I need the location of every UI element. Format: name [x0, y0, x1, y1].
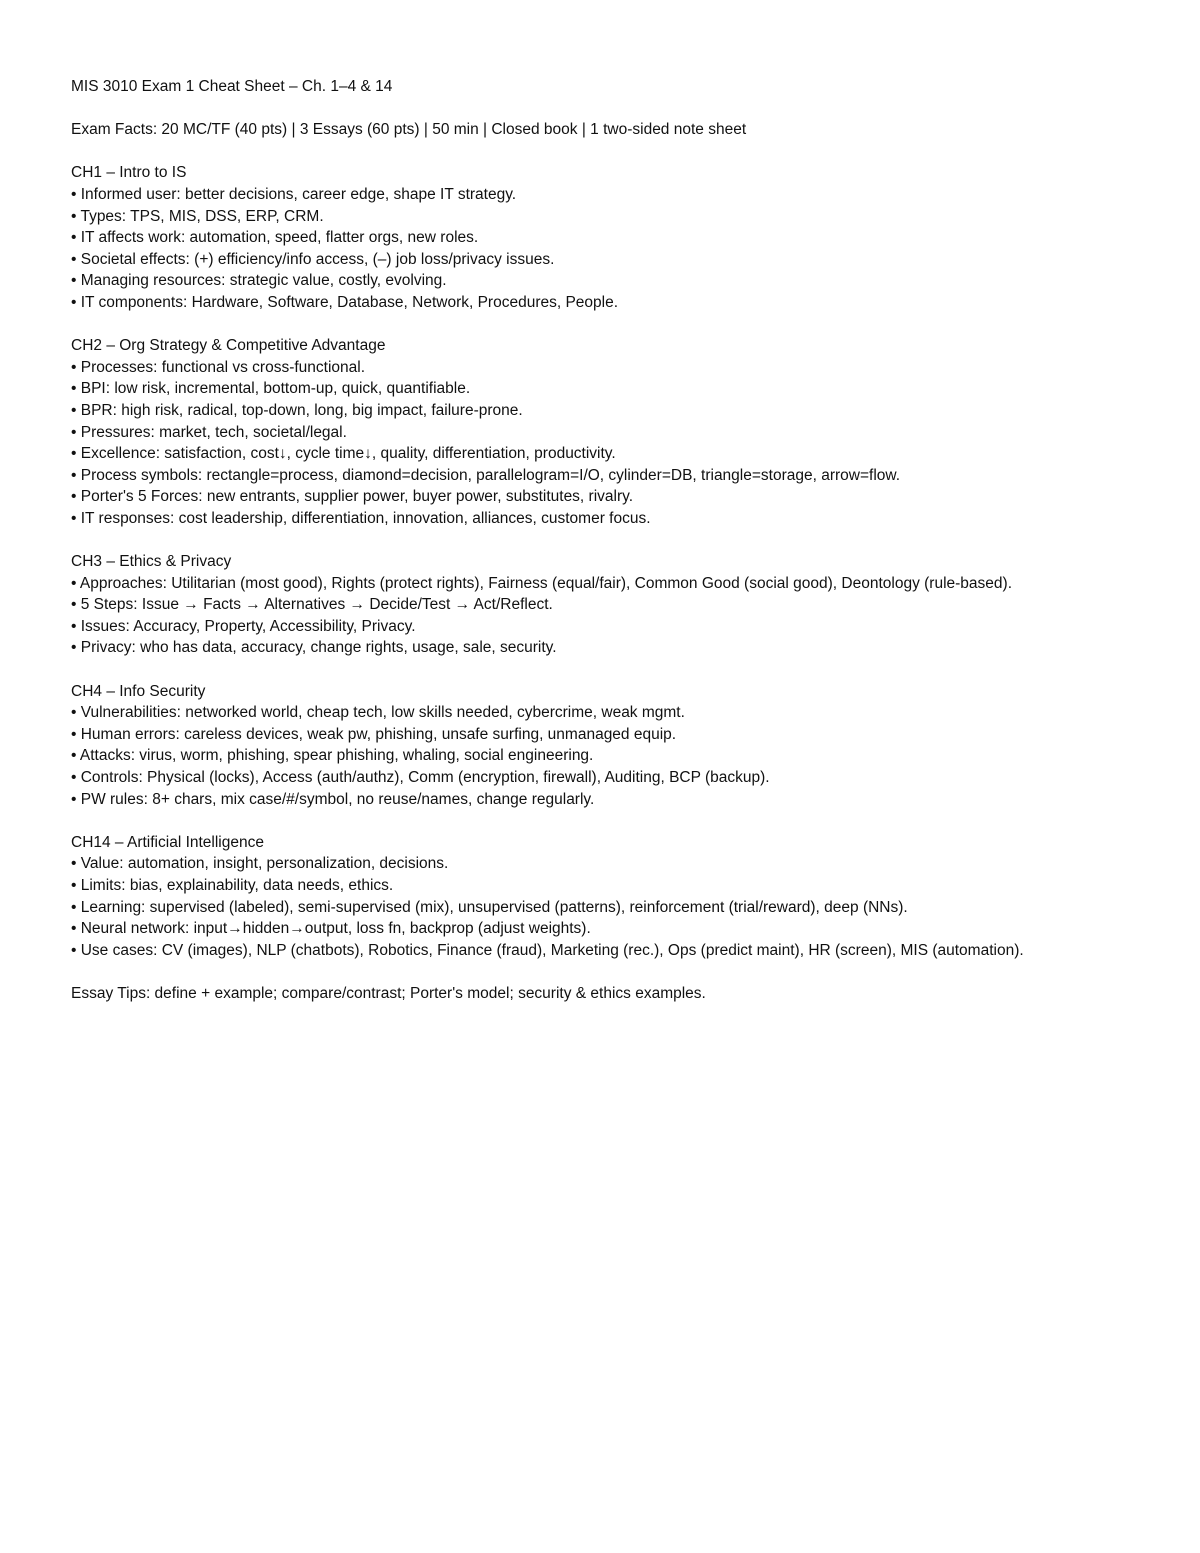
- bullet-item: • BPI: low risk, incremental, bottom-up, quick, quantifiable.: [71, 380, 471, 398]
- bullet-item: • Societal effects: (+) efficiency/info access, (–) job loss/privacy issues.: [71, 250, 555, 268]
- bullet-item: • Processes: functional vs cross-functional.: [71, 358, 366, 376]
- bullet-item: • Managing resources: strategic value, costly, evolving.: [71, 272, 447, 290]
- section-heading: CH3 – Ethics & Privacy: [71, 553, 232, 571]
- section-ch1: [71, 162, 1181, 313]
- section-heading: CH14 – Artificial Intelligence: [71, 833, 264, 851]
- bullet-item: • Excellence: satisfaction, cost↓, cycle time↓, quality, differentiation, productivity.: [71, 445, 616, 463]
- section-ch2: [71, 335, 1181, 529]
- document-title: MIS 3010 Exam 1 Cheat Sheet – Ch. 1–4 & 14: [71, 78, 393, 95]
- bullet-item: • Porter's 5 Forces: new entrants, supplier power, buyer power, substitutes, rivalry.: [71, 488, 634, 506]
- spacer: [71, 314, 1181, 336]
- section-heading: CH1 – Intro to IS: [71, 164, 187, 182]
- bullet-item: • Value: automation, insight, personalization, decisions.: [71, 855, 449, 873]
- bullet-item: • Privacy: who has data, accuracy, change rights, usage, sale, security.: [71, 639, 557, 657]
- bullet-item: • Process symbols: rectangle=process, diamond=decision, parallelogram=I/O, cylinder=DB, triangle=storage, arrow=flow.: [71, 466, 901, 484]
- bullet-item: • Types: TPS, MIS, DSS, ERP, CRM.: [71, 207, 324, 225]
- bullet-item: • Informed user: better decisions, career edge, shape IT strategy.: [71, 185, 517, 203]
- document-body: [71, 76, 1181, 1005]
- bullet-item: • Attacks: virus, worm, phishing, spear phishing, whaling, social engineering.: [71, 747, 594, 765]
- bullet-item: • Vulnerabilities: networked world, cheap tech, low skills needed, cybercrime, weak mgmt.: [71, 704, 685, 722]
- bullet-item: • Neural network: input→hidden→output, loss fn, backprop (adjust weights).: [71, 920, 591, 938]
- bullet-item: • Controls: Physical (locks), Access (auth/authz), Comm (encryption, firewall), Auditing, BCP (backup).: [71, 769, 770, 786]
- spacer: [71, 141, 1181, 163]
- bullet-item: • Use cases: CV (images), NLP (chatbots), Robotics, Finance (fraud), Marketing (rec.), Ops (predict maint), HR (screen), MIS (automation).: [71, 941, 1024, 959]
- bullet-item: • Pressures: market, tech, societal/legal.: [71, 423, 347, 441]
- spacer: [71, 659, 1181, 681]
- bullet-item: • Issues: Accuracy, Property, Accessibility, Privacy.: [71, 617, 416, 635]
- section-ch4: [71, 681, 1181, 811]
- bullet-item: • BPR: high risk, radical, top-down, long, big impact, failure-prone.: [71, 401, 523, 419]
- section-heading: CH2 – Org Strategy & Competitive Advantage: [71, 337, 386, 355]
- spacer: [71, 529, 1181, 551]
- section-ch14: [71, 832, 1181, 962]
- bullet-item: • Human errors: careless devices, weak pw, phishing, unsafe surfing, unmanaged equip.: [71, 725, 677, 743]
- spacer: [71, 810, 1181, 832]
- bullet-item: • 5 Steps: Issue → Facts → Alternatives → Decide/Test → Act/Reflect.: [71, 596, 553, 614]
- bullet-item: • PW rules: 8+ chars, mix case/#/symbol, no reuse/names, change regularly.: [71, 790, 595, 808]
- bullet-item: • IT components: Hardware, Software, Database, Network, Procedures, People.: [71, 293, 619, 311]
- spacer: [71, 98, 1181, 120]
- bullet-item: • IT responses: cost leadership, differentiation, innovation, alliances, customer focus.: [71, 509, 651, 527]
- exam-facts: Exam Facts: 20 MC/TF (40 pts) | 3 Essays (60 pts) | 50 min | Closed book | 1 two-sided note sheet: [71, 121, 747, 139]
- bullet-item: • Limits: bias, explainability, data needs, ethics.: [71, 876, 394, 894]
- section-heading: CH4 – Info Security: [71, 682, 206, 700]
- bullet-item: • Approaches: Utilitarian (most good), Rights (protect rights), Fairness (equal/fair), Common Good (social good), Deontology (rule-based).: [71, 574, 1012, 592]
- bullet-item: • IT affects work: automation, speed, flatter orgs, new roles.: [71, 229, 479, 247]
- spacer: [71, 961, 1181, 983]
- bullet-item: • Learning: supervised (labeled), semi-supervised (mix), unsupervised (patterns), reinforcement (trial/reward), deep (NNs).: [71, 898, 908, 916]
- section-ch3: [71, 551, 1181, 659]
- essay-tips: Essay Tips: define + example; compare/contrast; Porter's model; security & ethics examples.: [71, 984, 706, 1002]
